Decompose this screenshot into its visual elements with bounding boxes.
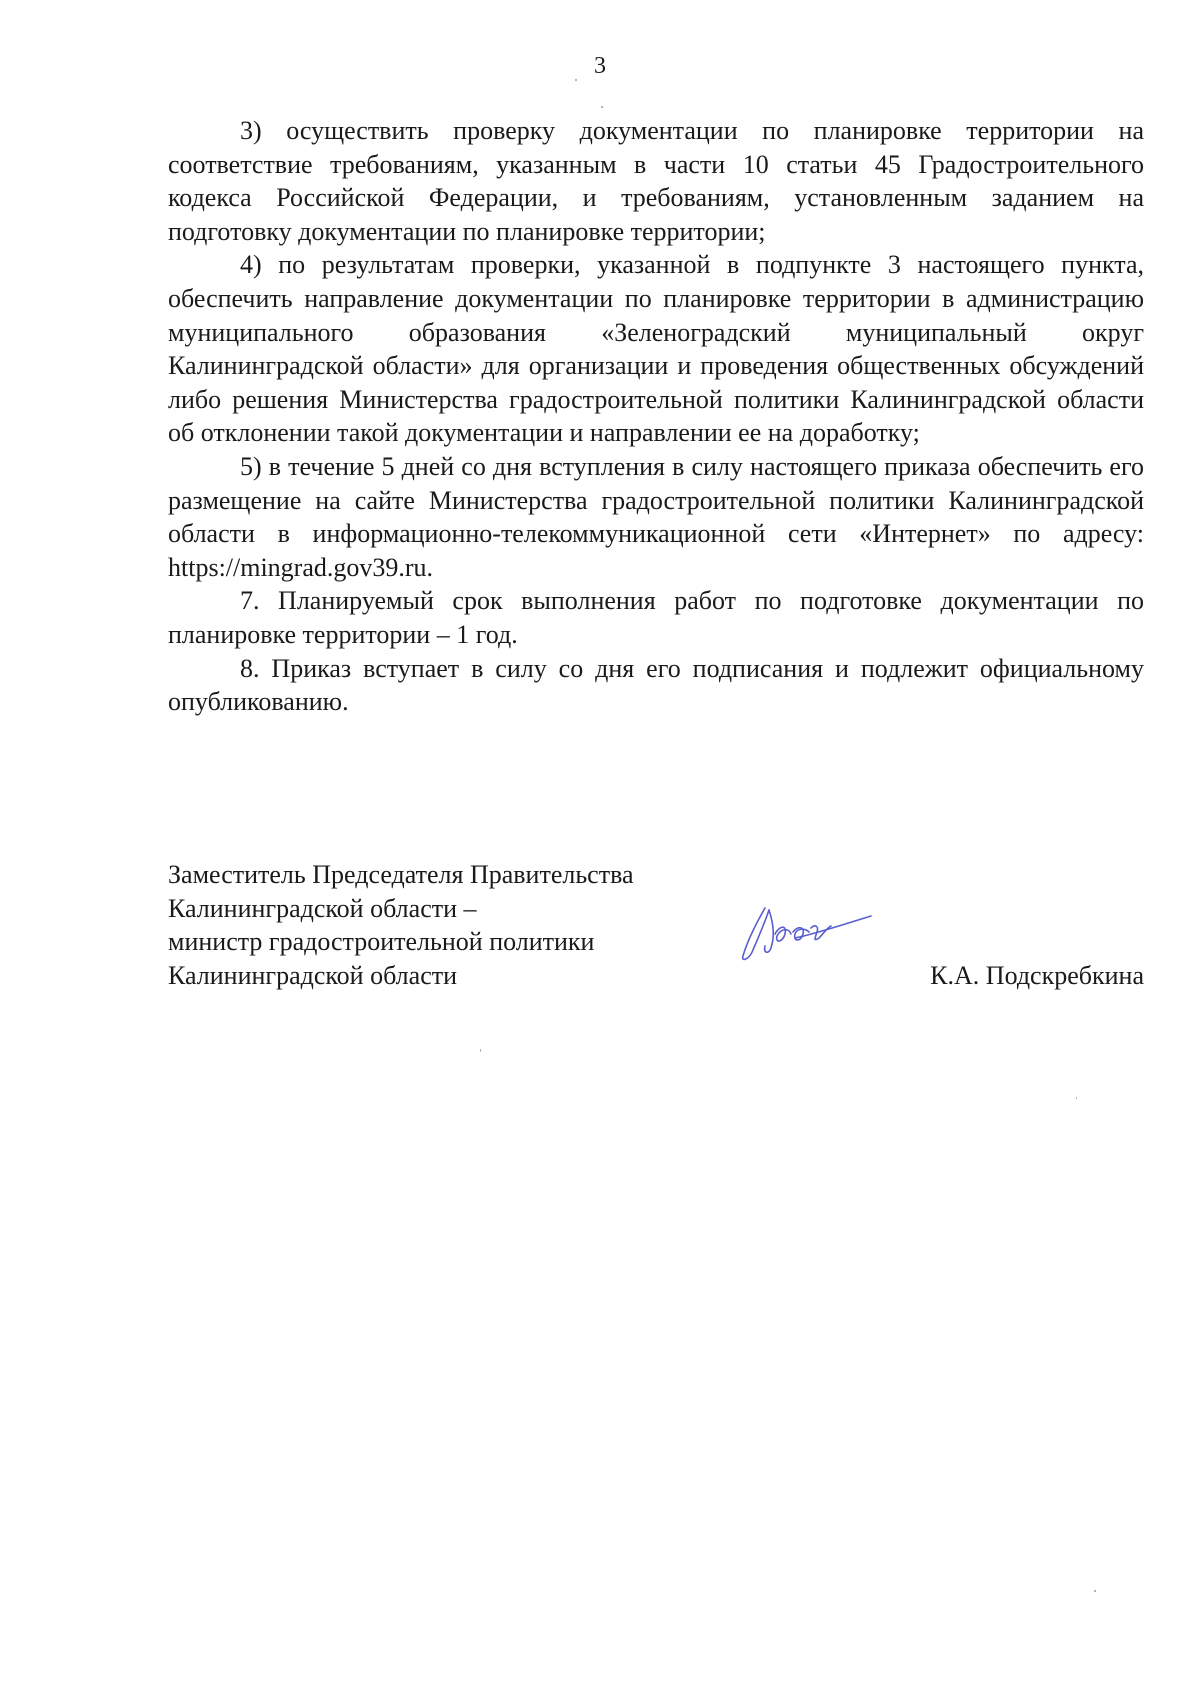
signature-block — [168, 858, 1144, 1008]
signatory-title-line-4: Калининградской области — [168, 960, 458, 990]
paragraph-item-4: 4) по результатам проверки, указанной в подпункте 3 настоящего пункта, обеспечить направление документации по планировке территории в администрацию муниципального образования «Зеленоградский муниципальный округ Калининградской области» для организации и проведения общественных обсуждений либо решения Министерства градостроительной политики Калининградской области об отклонении такой документации и направлении ее на доработку; — [168, 250, 1144, 448]
paragraph-item-5: 5) в течение 5 дней со дня вступления в силу настоящего приказа обеспечить его размещение на сайте Министерства градостроительной политики Калининградской области в информационно-телекоммуникационной сети «Интернет» по адресу: https://mingrad.gov39.ru. — [168, 451, 1144, 582]
scan-speck — [480, 1049, 481, 1052]
signatory-title-line-2: Калининградской области – — [168, 893, 477, 923]
handwritten-signature — [735, 898, 875, 968]
scan-speck — [575, 79, 577, 81]
scan-speck — [601, 106, 603, 108]
signatory-title-line-3: министр градостроительной политики — [168, 927, 595, 957]
document-body — [168, 114, 1144, 719]
scan-speck — [1076, 1097, 1077, 1099]
page-number: 3 — [594, 53, 606, 79]
signatory-name: К.А. Подскребкина — [930, 960, 1144, 990]
paragraph-clause-8: 8. Приказ вступает в силу со дня его подписания и подлежит официальному опубликованию. — [168, 653, 1144, 717]
scan-speck — [1094, 1590, 1096, 1592]
signatory-title-line-1: Заместитель Председателя Правительства — [168, 860, 634, 889]
paragraph-item-3: 3) осуществить проверку документации по планировке территории на соответствие требованиям, указанным в части 10 статьи 45 Градостроительного кодекса Российской Федерации, и требованиям, установленным заданием на подготовку документации по планировке территории; — [168, 116, 1144, 246]
paragraph-clause-7: 7. Планируемый срок выполнения работ по подготовке документации по планировке территории – 1 год. — [168, 586, 1144, 649]
